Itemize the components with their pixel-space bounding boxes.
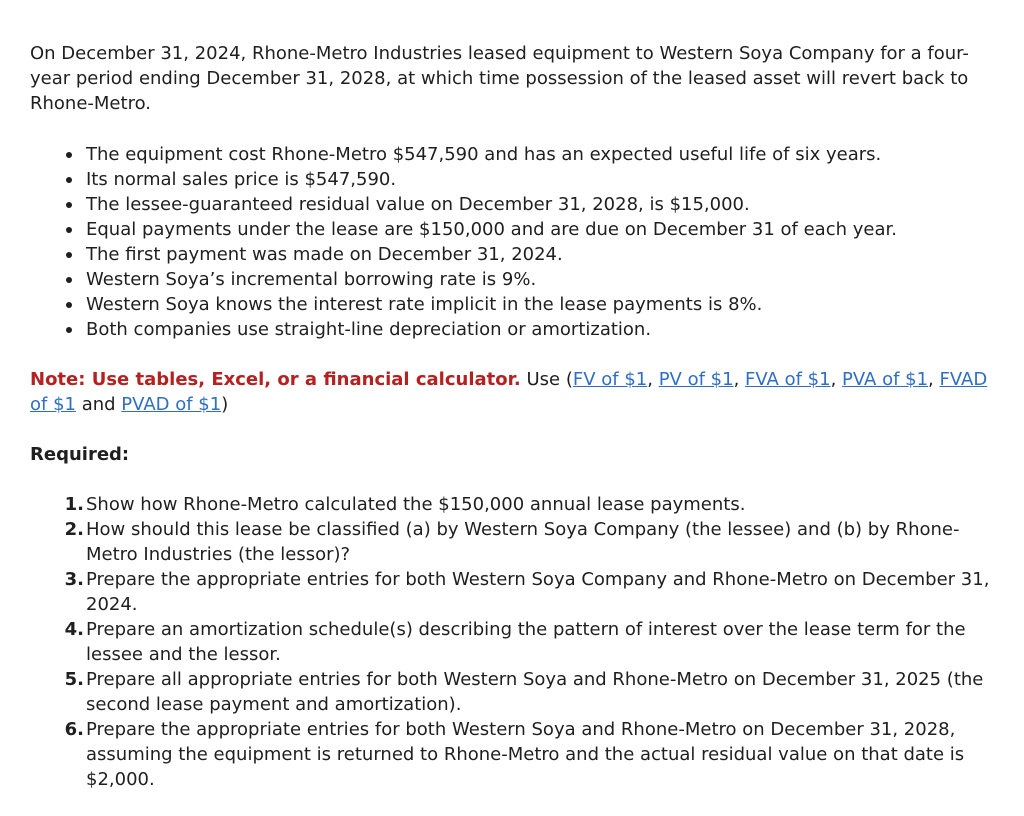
- note-label: Note: Use tables, Excel, or a financial calculator.: [30, 369, 521, 390]
- note-close-paren: ): [221, 394, 229, 415]
- fact-item: Its normal sales price is $547,590.: [66, 167, 1004, 192]
- note-use-text: Use (: [520, 369, 573, 390]
- requirement-number: 4.: [64, 619, 84, 640]
- fact-item: Both companies use straight-line depreciation or amortization.: [66, 317, 1004, 342]
- pvad-of-1-link[interactable]: PVAD of $1: [121, 394, 222, 415]
- fv-of-1-link[interactable]: FV of $1: [572, 369, 648, 390]
- fact-item: The first payment was made on December 31, 2024.: [66, 242, 1004, 267]
- intro-paragraph: On December 31, 2024, Rhone-Metro Industries leased equipment to Western Soya Company for a four-year period ending December 31, 2028, at which time possession of the leased asset will revert back to Rhone-Metro.: [30, 43, 969, 114]
- requirement-number: 6.: [64, 719, 84, 740]
- facts-list: [30, 142, 1004, 342]
- fact-item: Western Soya’s incremental borrowing rate is 9%.: [66, 267, 1004, 292]
- fact-item: The equipment cost Rhone-Metro $547,590 and has an expected useful life of six years.: [66, 142, 1004, 167]
- requirement-item: [64, 492, 1004, 517]
- requirement-text: Show how Rhone-Metro calculated the $150,000 annual lease payments.: [86, 494, 746, 515]
- requirement-number: 5.: [64, 669, 84, 690]
- requirement-text: Prepare the appropriate entries for both Western Soya and Rhone-Metro on December 31, 2028, assuming the equipment is returned to Rhone-Metro and the actual residual value on that date is $2,000.: [86, 719, 965, 790]
- requirement-number: 2.: [64, 519, 84, 540]
- fact-item: Equal payments under the lease are $150,000 and are due on December 31 of each year.: [66, 217, 1004, 242]
- requirement-number: 3.: [64, 569, 84, 590]
- requirement-item: [64, 617, 1004, 667]
- requirement-item: [64, 517, 1004, 567]
- pv-of-1-link[interactable]: PV of $1: [658, 369, 734, 390]
- pva-of-1-link[interactable]: PVA of $1: [842, 369, 929, 390]
- fact-item: Western Soya knows the interest rate implicit in the lease payments is 8%.: [66, 292, 1004, 317]
- requirement-text: How should this lease be classified (a) by Western Soya Company (the lessee) and (b) by Rhone-Metro Industries (the lessor)?: [86, 519, 960, 565]
- note-separator: ,: [830, 369, 843, 390]
- requirement-item: [64, 717, 1004, 792]
- fact-item: The lessee-guaranteed residual value on December 31, 2028, is $15,000.: [66, 192, 1004, 217]
- requirement-item: [64, 667, 1004, 717]
- note-separator: ,: [928, 369, 940, 390]
- requirement-text: Prepare the appropriate entries for both Western Soya Company and Rhone-Metro on December 31, 2024.: [86, 569, 990, 615]
- requirement-text: Prepare an amortization schedule(s) describing the pattern of interest over the lease term for the lessee and the lessor.: [86, 619, 966, 665]
- required-heading: Required:: [30, 444, 130, 465]
- fvad-of-1-link[interactable]: FVAD of $1: [30, 369, 988, 415]
- note-and-text: and: [75, 394, 122, 415]
- requirement-text: Prepare all appropriate entries for both Western Soya and Rhone-Metro on December 31, 2025 (the second lease payment and amortization).: [86, 669, 984, 715]
- requirement-number: 1.: [64, 494, 84, 515]
- note-paragraph: [30, 367, 990, 417]
- note-separator: ,: [647, 369, 659, 390]
- requirement-item: [64, 567, 1004, 617]
- note-separator: ,: [733, 369, 746, 390]
- fva-of-1-link[interactable]: FVA of $1: [745, 369, 831, 390]
- requirements-list: [30, 492, 1004, 792]
